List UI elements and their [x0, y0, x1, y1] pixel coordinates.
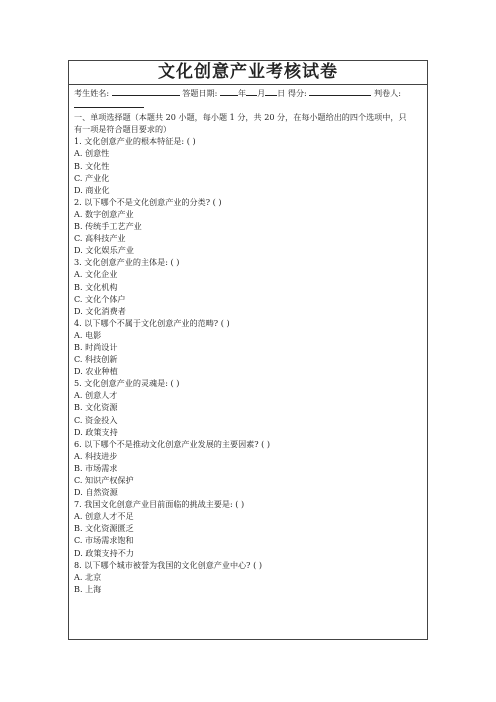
question-5-option[interactable]: B. 文化资源: [74, 402, 118, 413]
question-6-option[interactable]: A. 科技进步: [74, 450, 118, 461]
question-3: 3. 文化创意产业的主体是: ( ): [74, 257, 180, 268]
question-6-option[interactable]: C. 知识产权保护: [74, 475, 134, 485]
day-blank[interactable]: [265, 87, 277, 96]
grader-blank[interactable]: [74, 99, 144, 108]
question-6-option[interactable]: B. 市场需求: [74, 462, 118, 473]
question-5-option[interactable]: A. 创意人才: [74, 390, 118, 401]
candidate-info-row: [74, 87, 423, 99]
question-1-option[interactable]: C. 产业化: [74, 172, 110, 183]
question-2-option[interactable]: B. 传统手工艺产业: [74, 221, 142, 232]
question-7-option[interactable]: A. 创意人才不足: [74, 511, 134, 522]
question-8-option[interactable]: A. 北京: [74, 571, 102, 582]
question-6-option[interactable]: D. 自然资源: [74, 487, 118, 498]
question-6: 6. 以下哪个不是推动文化创意产业发展的主要因素? ( ): [74, 438, 271, 449]
section-heading-line-1: 一、单项选择题（本题共 20 小题，每小题 1 分，共 20 分，在每小题给出的四个选项中，只: [74, 112, 407, 123]
question-3-option[interactable]: D. 文化消费者: [74, 305, 126, 316]
question-5-option[interactable]: D. 政策支持: [74, 426, 118, 437]
question-8-option[interactable]: B. 上海: [74, 583, 102, 594]
month-label: 月: [257, 88, 266, 98]
question-4-option[interactable]: C. 科技创新: [74, 354, 118, 365]
question-1-option[interactable]: D. 商业化: [74, 184, 110, 195]
question-2-option[interactable]: D. 文化娱乐产业: [74, 245, 134, 256]
question-1: 1. 文化创意产业的根本特征是: ( ): [74, 136, 196, 147]
question-2: 2. 以下哪个不是文化创意产业的分类? ( ): [74, 196, 222, 207]
question-2-option[interactable]: C. 高科技产业: [74, 233, 126, 244]
question-3-option[interactable]: A. 文化企业: [74, 269, 118, 280]
question-4-option[interactable]: B. 时尚设计: [74, 341, 118, 352]
page-title: 文化创意产业考核试卷: [69, 61, 427, 85]
month-blank[interactable]: [246, 87, 257, 96]
question-4-option[interactable]: A. 电影: [74, 329, 102, 340]
question-4: 4. 以下哪个不属于文化创意产业的范畴? ( ): [74, 317, 230, 328]
question-2-option[interactable]: A. 数字创意产业: [74, 208, 134, 219]
section-heading-line-2: 有一项是符合题目要求的）: [74, 124, 172, 135]
question-3-option[interactable]: C. 文化个体户: [74, 293, 126, 304]
score-blank[interactable]: [309, 87, 371, 96]
name-blank[interactable]: [112, 87, 180, 96]
question-7: 7. 我国文化创意产业目前面临的挑战主要是: ( ): [74, 499, 245, 510]
exam-paper: [68, 60, 428, 640]
question-8: 8. 以下哪个城市被誉为我国的文化创意产业中心? ( ): [74, 559, 262, 570]
day-label: 日: [277, 88, 286, 98]
question-5: 5. 文化创意产业的灵魂是: ( ): [74, 378, 180, 389]
question-4-option[interactable]: D. 农业种植: [74, 366, 118, 377]
year-label: 年: [237, 88, 247, 98]
question-7-option[interactable]: C. 市场需求饱和: [74, 535, 134, 546]
score-label: 得分:: [287, 88, 307, 98]
question-1-option[interactable]: A. 创意性: [74, 148, 110, 159]
grader-label: 判卷人:: [373, 88, 401, 98]
question-7-option[interactable]: B. 文化资源匮乏: [74, 523, 134, 534]
date-label: 答题日期:: [182, 88, 218, 98]
question-3-option[interactable]: B. 文化机构: [74, 281, 118, 292]
exam-content: [69, 87, 427, 595]
grader-line: [74, 99, 423, 111]
name-label: 考生姓名:: [74, 88, 110, 98]
question-7-option[interactable]: D. 政策支持不力: [74, 547, 134, 558]
question-list: [74, 135, 423, 595]
question-1-option[interactable]: B. 文化性: [74, 160, 110, 171]
year-blank[interactable]: [220, 87, 238, 96]
question-5-option[interactable]: C. 资金投入: [74, 414, 118, 425]
